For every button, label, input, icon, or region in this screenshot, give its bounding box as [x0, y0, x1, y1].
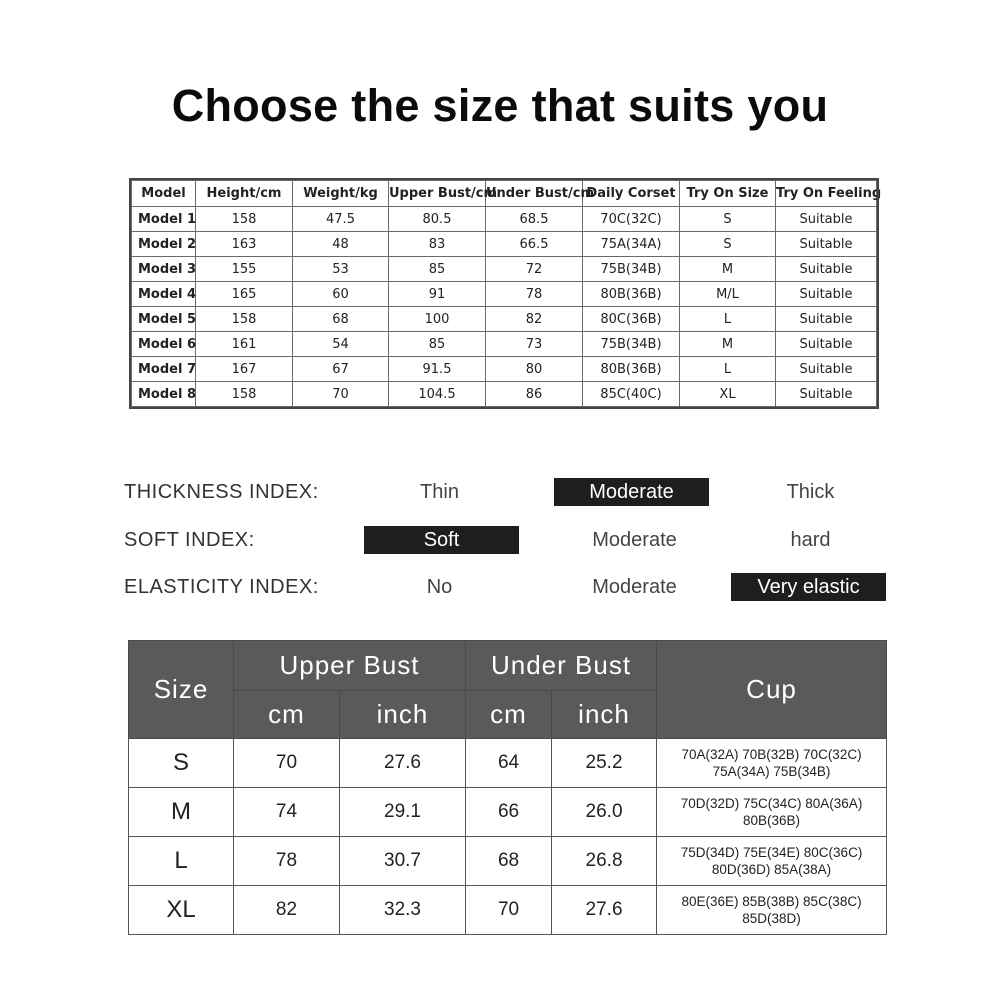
cup-line: 70D(32D) 75C(34C) 80A(36A): [680, 796, 863, 811]
cell-cup: [657, 837, 887, 886]
thickness-index-row: [0, 478, 1000, 506]
header-under-inch: inch: [552, 691, 657, 739]
cell-daily-corset: 85C(40C): [583, 382, 680, 407]
cup-line: 75A(34A) 75B(34B): [712, 764, 831, 779]
cup-line: 80B(36B): [743, 813, 801, 828]
cup-line: 80E(36E) 85B(38B) 85C(38C): [681, 894, 862, 909]
cell-try-on-feeling: Suitable: [776, 307, 877, 332]
cell-height: 161: [196, 332, 293, 357]
cup-line: 75D(34D) 75E(34E) 80C(36C): [680, 845, 863, 860]
elasticity-option-moderate: Moderate: [592, 576, 677, 598]
cell-cup: [657, 739, 887, 788]
cell-upper-inch: 27.6: [340, 739, 466, 788]
table-row: [132, 257, 877, 282]
cell-daily-corset: 75B(34B): [583, 257, 680, 282]
cell-upper-cm: 82: [234, 886, 340, 935]
header-upper-inch: inch: [340, 691, 466, 739]
elasticity-index-label: ELASTICITY INDEX:: [124, 576, 319, 598]
table-row: [132, 332, 877, 357]
thickness-option-thick: Thick: [786, 481, 835, 503]
elasticity-option-very-elastic: Very elastic: [731, 573, 886, 601]
cell-height: 158: [196, 207, 293, 232]
cell-upper-bust: 91.5: [389, 357, 486, 382]
cell-under-cm: 70: [466, 886, 552, 935]
cell-upper-bust: 91: [389, 282, 486, 307]
cell-under-bust: 80: [486, 357, 583, 382]
cup-line: 85D(38D): [742, 911, 801, 926]
cell-under-bust: 66.5: [486, 232, 583, 257]
cell-try-on-size: M/L: [680, 282, 776, 307]
model-table: [131, 180, 882, 407]
soft-option-moderate: Moderate: [592, 529, 677, 551]
cell-upper-bust: 85: [389, 332, 486, 357]
soft-index-label: SOFT INDEX:: [124, 529, 255, 551]
cell-under-cm: 64: [466, 739, 552, 788]
cell-size: XL: [129, 886, 234, 935]
cell-try-on-feeling: Suitable: [776, 232, 877, 257]
cell-model: Model 6: [132, 332, 196, 357]
cup-line: 70A(32A) 70B(32B) 70C(32C): [681, 747, 862, 762]
table-row: [132, 282, 877, 307]
cell-size: L: [129, 837, 234, 886]
table-row: [129, 837, 887, 886]
cell-model: Model 5: [132, 307, 196, 332]
header-under-bust: Under Bust/cm: [486, 181, 583, 207]
cell-try-on-size: L: [680, 357, 776, 382]
soft-option-hard: hard: [790, 529, 831, 551]
cell-under-bust: 68.5: [486, 207, 583, 232]
cell-try-on-size: S: [680, 232, 776, 257]
cell-model: Model 4: [132, 282, 196, 307]
table-row: [129, 739, 887, 788]
cell-upper-inch: 29.1: [340, 788, 466, 837]
cell-model: Model 1: [132, 207, 196, 232]
cell-model: Model 3: [132, 257, 196, 282]
cell-upper-bust: 100: [389, 307, 486, 332]
cell-height: 155: [196, 257, 293, 282]
cell-size: S: [129, 739, 234, 788]
cell-upper-cm: 70: [234, 739, 340, 788]
cell-height: 163: [196, 232, 293, 257]
cell-under-inch: 25.2: [552, 739, 657, 788]
cell-try-on-size: M: [680, 332, 776, 357]
header-daily-corset: Daily Corset: [583, 181, 680, 207]
model-table-header-row: [132, 181, 877, 207]
cell-try-on-size: S: [680, 207, 776, 232]
header-weight: Weight/kg: [293, 181, 389, 207]
cell-try-on-feeling: Suitable: [776, 332, 877, 357]
cell-weight: 54: [293, 332, 389, 357]
cell-height: 158: [196, 382, 293, 407]
cell-upper-cm: 78: [234, 837, 340, 886]
cell-try-on-feeling: Suitable: [776, 382, 877, 407]
cell-upper-cm: 74: [234, 788, 340, 837]
elasticity-option-no: No: [426, 576, 453, 598]
thickness-option-moderate: Moderate: [554, 478, 709, 506]
cell-try-on-size: L: [680, 307, 776, 332]
cell-weight: 60: [293, 282, 389, 307]
cell-cup: [657, 886, 887, 935]
cell-try-on-feeling: Suitable: [776, 257, 877, 282]
table-row: [129, 788, 887, 837]
cell-under-inch: 27.6: [552, 886, 657, 935]
cell-under-bust: 72: [486, 257, 583, 282]
table-row: [129, 886, 887, 935]
cell-under-inch: 26.0: [552, 788, 657, 837]
soft-option-soft: Soft: [364, 526, 519, 554]
cell-weight: 47.5: [293, 207, 389, 232]
header-upper-bust: Upper Bust: [234, 641, 466, 691]
cell-try-on-size: M: [680, 257, 776, 282]
cell-try-on-feeling: Suitable: [776, 282, 877, 307]
header-try-on-size: Try On Size: [680, 181, 776, 207]
cell-under-cm: 68: [466, 837, 552, 886]
cell-daily-corset: 80B(36B): [583, 282, 680, 307]
header-under-bust: Under Bust: [466, 641, 657, 691]
header-cup: Cup: [657, 641, 887, 739]
cell-weight: 67: [293, 357, 389, 382]
table-row: [132, 357, 877, 382]
cell-upper-bust: 85: [389, 257, 486, 282]
cell-upper-inch: 32.3: [340, 886, 466, 935]
cell-daily-corset: 75A(34A): [583, 232, 680, 257]
cell-weight: 70: [293, 382, 389, 407]
cell-under-inch: 26.8: [552, 837, 657, 886]
size-table-header-row: [129, 641, 887, 691]
cell-height: 158: [196, 307, 293, 332]
elasticity-index-row: [0, 573, 1000, 601]
thickness-option-thin: Thin: [420, 481, 459, 503]
table-row: [132, 382, 877, 407]
cell-model: Model 2: [132, 232, 196, 257]
header-size: Size: [129, 641, 234, 739]
header-try-on-feeling: Try On Feeling: [776, 181, 877, 207]
header-upper-cm: cm: [234, 691, 340, 739]
cell-daily-corset: 70C(32C): [583, 207, 680, 232]
cell-weight: 48: [293, 232, 389, 257]
header-upper-bust: Upper Bust/cm: [389, 181, 486, 207]
cell-model: Model 7: [132, 357, 196, 382]
size-table: [128, 640, 887, 935]
header-model: Model: [132, 181, 196, 207]
cell-upper-bust: 80.5: [389, 207, 486, 232]
cell-model: Model 8: [132, 382, 196, 407]
cell-try-on-feeling: Suitable: [776, 357, 877, 382]
cup-line: 80D(36D) 85A(38A): [711, 862, 832, 877]
thickness-index-label: THICKNESS INDEX:: [124, 481, 319, 503]
cell-under-bust: 82: [486, 307, 583, 332]
cell-height: 167: [196, 357, 293, 382]
cell-try-on-size: XL: [680, 382, 776, 407]
cell-daily-corset: 80B(36B): [583, 357, 680, 382]
cell-under-bust: 73: [486, 332, 583, 357]
cell-upper-inch: 30.7: [340, 837, 466, 886]
cell-upper-bust: 83: [389, 232, 486, 257]
cell-height: 165: [196, 282, 293, 307]
page-title: Choose the size that suits you: [171, 80, 829, 131]
header-height: Height/cm: [196, 181, 293, 207]
cell-upper-bust: 104.5: [389, 382, 486, 407]
table-row: [132, 307, 877, 332]
cell-weight: 53: [293, 257, 389, 282]
soft-index-row: [0, 526, 1000, 554]
cell-cup: [657, 788, 887, 837]
cell-under-bust: 86: [486, 382, 583, 407]
cell-under-bust: 78: [486, 282, 583, 307]
cell-size: M: [129, 788, 234, 837]
cell-try-on-feeling: Suitable: [776, 207, 877, 232]
cell-under-cm: 66: [466, 788, 552, 837]
header-under-cm: cm: [466, 691, 552, 739]
cell-daily-corset: 75B(34B): [583, 332, 680, 357]
cell-weight: 68: [293, 307, 389, 332]
table-row: [132, 207, 877, 232]
cell-daily-corset: 80C(36B): [583, 307, 680, 332]
table-row: [132, 232, 877, 257]
